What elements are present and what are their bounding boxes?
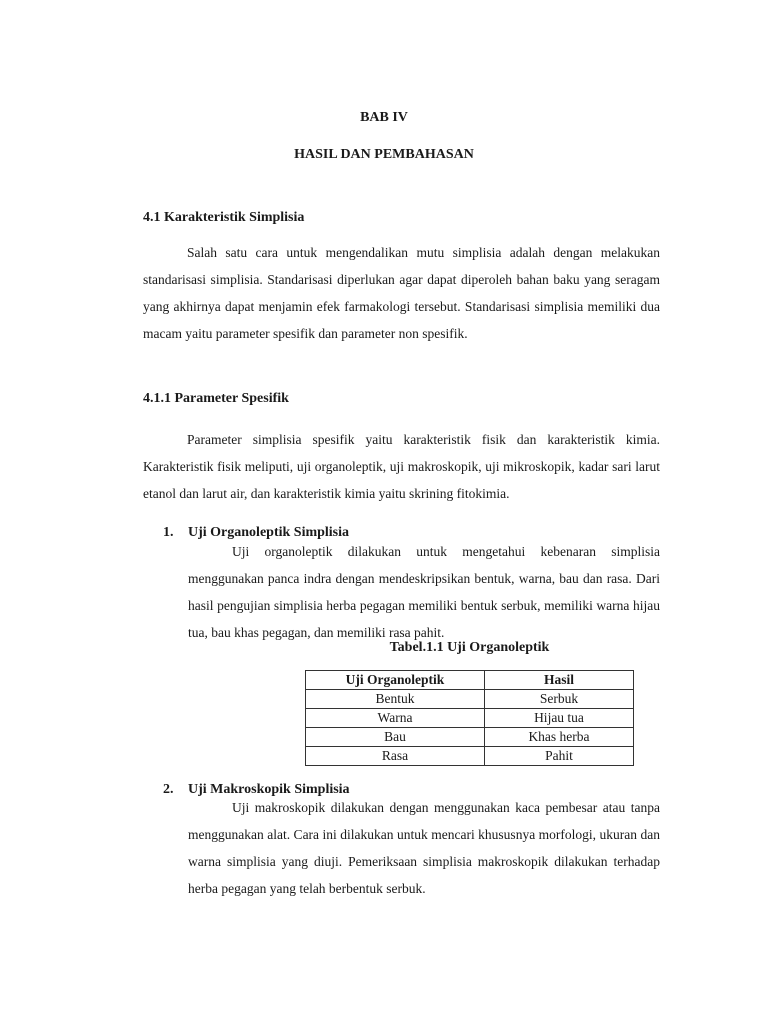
table-cell: Serbuk xyxy=(485,690,634,709)
section-heading-4-1: 4.1 Karakteristik Simplisia xyxy=(143,210,305,225)
table-header-cell: Hasil xyxy=(485,671,634,690)
table-cell: Pahit xyxy=(485,747,634,766)
list-title-makroskopik: Uji Makroskopik Simplisia xyxy=(188,782,350,797)
list-paragraph-organoleptik: Uji organoleptik dilakukan untuk mengetahui kebenaran simplisia menggunakan panca indra dengan mendeskripsikan bentuk, warna, bau dan rasa. Dari hasil pengujian simplisia herba pegagan memiliki bentuk serbuk, memiliki warna hijau tua, bau khas pegagan, dan memiliki rasa pahit. xyxy=(188,544,660,640)
table-cell: Khas herba xyxy=(485,728,634,747)
chapter-title: HASIL DAN PEMBAHASAN xyxy=(294,147,474,162)
section-paragraph-4-1: Salah satu cara untuk mengendalikan mutu simplisia adalah dengan melakukan standarisasi simplisia. Standarisasi diperlukan agar dapat diperoleh bahan baku yang seragam yang akhirnya dapat menjamin efek farmakologi tersebut. Standarisasi simplisia memiliki dua macam yaitu parameter spesifik dan parameter non spesifik. xyxy=(143,245,660,341)
organoleptik-table xyxy=(305,670,634,766)
table-cell: Bau xyxy=(306,728,485,747)
table-cell: Rasa xyxy=(306,747,485,766)
table-cell: Hijau tua xyxy=(485,709,634,728)
list-title-organoleptik: Uji Organoleptik Simplisia xyxy=(188,525,350,540)
table-row xyxy=(306,690,634,709)
table-caption: Tabel.1.1 Uji Organoleptik xyxy=(389,640,550,655)
list-number-1: 1. xyxy=(163,525,174,540)
table-cell: Bentuk xyxy=(306,690,485,709)
table-header-row xyxy=(306,671,634,690)
section-heading-4-1-1: 4.1.1 Parameter Spesifik xyxy=(143,391,289,406)
list-paragraph-makroskopik: Uji makroskopik dilakukan dengan menggunakan kaca pembesar atau tanpa menggunakan alat. Cara ini dilakukan untuk mencari khususnya morfologi, ukuran dan warna simplisia yang diuji. Pemeriksaan simplisia makroskopik dilakukan terhadap herba pegagan yang telah berbentuk serbuk. xyxy=(188,800,660,896)
table-row xyxy=(306,709,634,728)
list-number-2: 2. xyxy=(163,782,174,797)
table-header-cell: Uji Organoleptik xyxy=(306,671,485,690)
table-row xyxy=(306,747,634,766)
table-cell: Warna xyxy=(306,709,485,728)
chapter-number: BAB IV xyxy=(360,110,408,125)
section-paragraph-4-1-1: Parameter simplisia spesifik yaitu karakteristik fisik dan karakteristik kimia. Karakteristik fisik meliputi, uji organoleptik, uji makroskopik, uji mikroskopik, kadar sari larut etanol dan larut air, dan karakteristik kimia yaitu skrining fitokimia. xyxy=(143,432,660,501)
table-row xyxy=(306,728,634,747)
